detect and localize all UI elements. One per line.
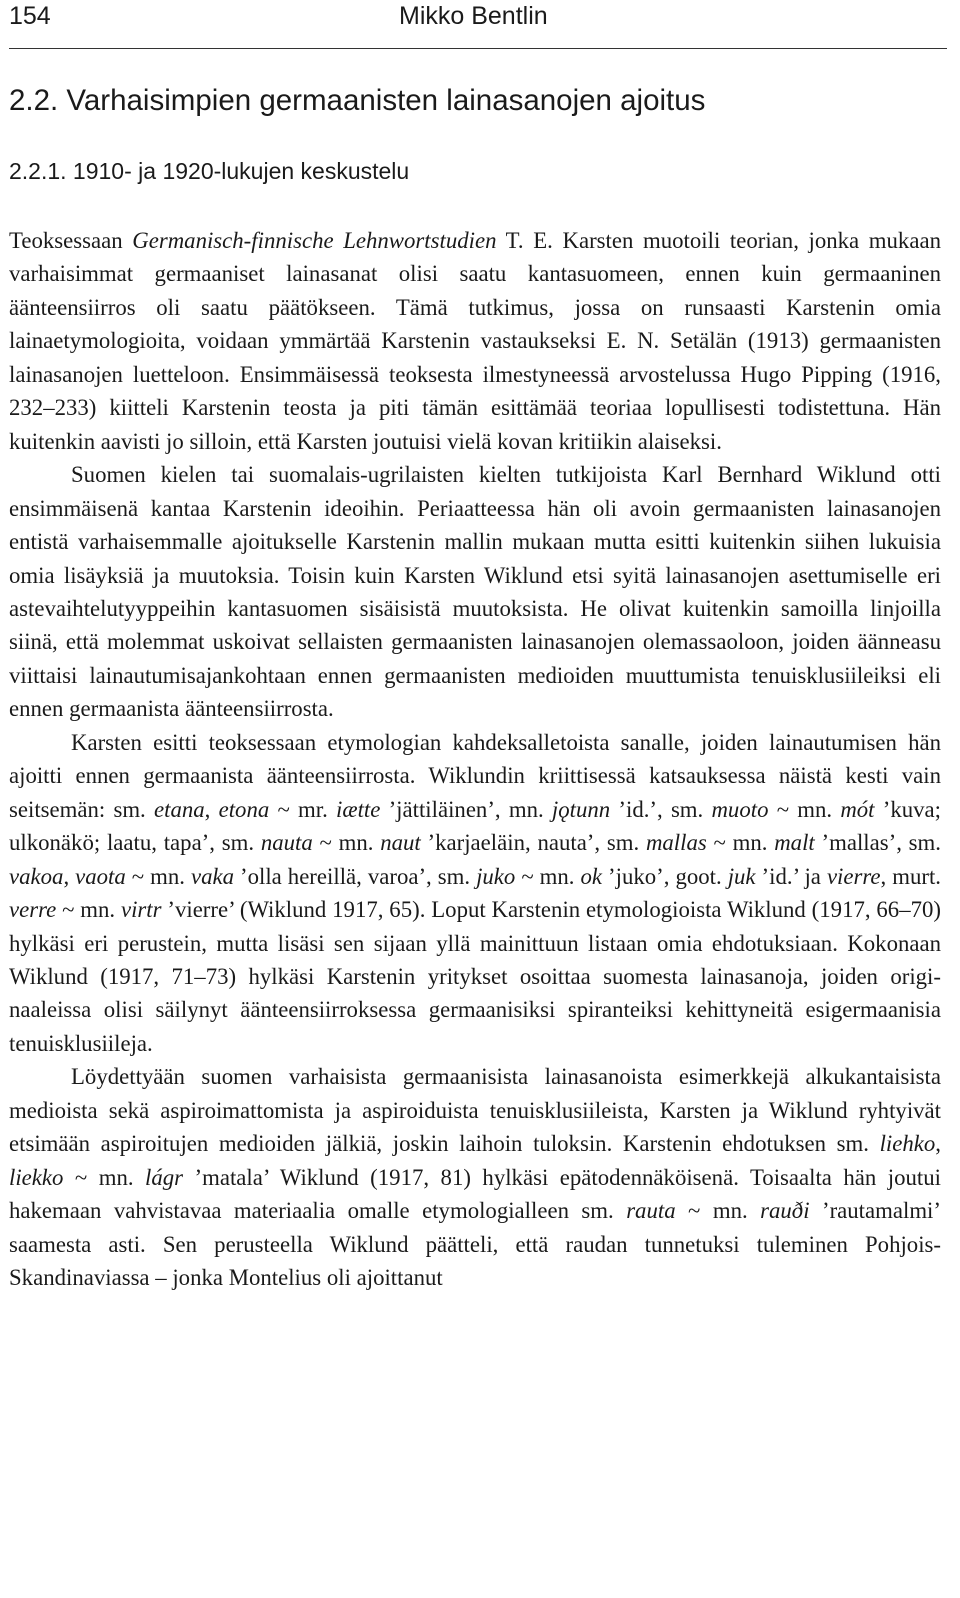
italic-term: mót	[840, 796, 875, 822]
text-run: ,	[63, 863, 76, 889]
text-run: ~ mn.	[312, 830, 381, 856]
text-run: ’matala’ Wiklund (1917, 81) hylkäsi epätodennäköisenä. Toisaalta hän joutui hakemaan vahvistavaa materiaalia omalle etymologialleen sm.	[9, 1164, 941, 1224]
text-run: ’mallas’, sm.	[814, 830, 941, 856]
paragraph	[9, 1060, 941, 1294]
text-run: ’id.’, sm.	[610, 796, 712, 822]
italic-term: lágr	[145, 1164, 184, 1190]
text-run: ~ mn.	[706, 830, 775, 856]
italic-term: vakoa	[9, 863, 64, 889]
italic-term: etana	[154, 796, 205, 822]
text-run: ’jättiläinen’, mn.	[380, 796, 552, 822]
italic-term: verre	[9, 897, 57, 923]
subsection-title: 2.2.1. 1910- ja 1920-lukujen keskustelu	[9, 158, 410, 184]
italic-term: liekko	[9, 1164, 64, 1190]
text-run: ~ mr.	[269, 796, 337, 822]
italic-term: vaka	[190, 863, 235, 889]
paragraph	[9, 224, 941, 458]
text-run: ’juko’, goot.	[602, 863, 728, 889]
italic-term: juko	[476, 863, 516, 889]
text-run: Suomen kielen tai suomalais-ugrilaisten kielten tutkijoista Karl Bernhard Wiklund otti ensimmäisenä kantaa Karstenin ideoihin. Periaatteessa hän oli avoin germaanisten lainasanojen entistä varhaisemmalle ajoitukselle Karstenin mallin mukaan mutta esitti kuitenkin siihen lukuisia omia lisäyksiä ja muutoksia. Toisin kuin Karsten Wiklund etsi syitä lainasanojen asettumiselle eri astevaihtelutyyppeihin kantasuomen sisäisistä muutoksista. He olivat kuitenkin samoilla linjoilla siinä, että molemmat uskoivat sellaisten germaanisten lainasanojen olemassaoloon, joiden äänneasu viittaisi lainautumisajankohtaan ennen germaanisten medioiden muuttumista tenuisklusiileiksi eli ennen germaanista äänteensiirrosta.	[9, 462, 941, 722]
text-run: ~ mn.	[768, 796, 841, 822]
italic-term: iætte	[336, 796, 381, 822]
italic-term: vaota	[75, 863, 126, 889]
text-run: Teoksessaan	[9, 228, 133, 253]
italic-term: Germanisch-finnische Lehnwortstudien	[132, 228, 497, 253]
italic-term: etona	[218, 796, 270, 822]
text-run: ~ mn.	[515, 863, 581, 889]
page-header	[9, 0, 947, 49]
text-run: ~ mn.	[675, 1198, 761, 1224]
italic-term: nauta	[260, 830, 313, 856]
text-run: T. E. Karsten muotoili teorian, jonka mukaan varhaisimmat germaaniset lainasanat olisi saatu kantasuomeen, ennen kuin germaaninen äänteensiirros oli saatu päätökseen. Tämä tutkimus, jossa on runsaasti Karstenin omia lainaetymologioita, voidaan ymmärtää Karstenin vastaukseksi E. N. Setälän (1913) germaanisten lainasanojen luetteloon. Ensimmäisessä teoksesta ilmestyneessä arvostelussa Hugo Pipping (1916, 232–233) kiitteli Karstenin teosta ja piti tämän esittämää teoriaa lopullisesti todistettuna. Hän kuitenkin aavisti jo silloin, että Karsten joutuisi vielä kovan kritiikin alaiseksi.	[9, 228, 941, 454]
italic-term: rauði	[760, 1198, 810, 1224]
text-run: ’kuva; ulkonäkö; laatu, tapa’, sm.	[9, 796, 941, 856]
paragraph	[9, 726, 941, 1061]
text-run: ,	[935, 1131, 941, 1157]
text-run: ’karjaeläin, nauta’, sm.	[420, 830, 646, 856]
italic-term: muoto	[711, 796, 769, 822]
page-number: 154	[9, 2, 51, 30]
text-run: Löydettyään suomen varhaisista germaanisista lainasanoista esimerkkejä alkukantaisista medioista sekä aspiroimattomista ja aspiroiduista tenuisklusiileista, Karsten ja Wiklund ryhtyivät etsimään aspiroitujen medioiden jälkiä, joskin laihoin tuloksin. Karstenin ehdotuksen sm.	[9, 1064, 941, 1157]
text-run: , murt.	[880, 863, 941, 889]
text-run: Karsten esitti teoksessaan etymologian kahdeksalletoista sanalle, joiden lainautumisen hän ajoitti ennen germaanista äänteensiirrosta. Wiklundin kriittisessä katsauksessa näistä kesti vain seitsemän: sm.	[9, 729, 941, 822]
italic-term: virtr	[120, 897, 162, 923]
italic-term: juk	[727, 863, 756, 889]
italic-term: vierre	[826, 863, 881, 889]
text-run: ’vierre’ (Wiklund 1917, 65). Loput Karstenin etymologioista Wiklund (1917, 66–70) hylkäsi eri perustein, mutta lisäsi sen sijaan yllä mainittuun listaan omia ehdotuksiaan. Kokonaan Wiklund (1917, 71–73) hylkäsi Karstenin yritykset osoittaa suomesta lainasanoja, joiden originaaleissa olisi säilynyt äänteensiirroksessa germaanisiksi spiranteiksi kehittyneitä esigermaanisia tenuisklusiileja.	[9, 897, 941, 1056]
italic-term: malt	[774, 830, 815, 856]
text-run: ’id.’ ja	[755, 863, 827, 889]
text-run: ~ mn.	[125, 863, 191, 889]
italic-term: naut	[380, 830, 421, 856]
italic-term: ok	[580, 863, 603, 889]
section-title: 2.2. Varhaisimpien germaanisten lainasanojen ajoitus	[9, 84, 706, 117]
body-text	[9, 224, 941, 1295]
italic-term: jǫtunn	[551, 796, 611, 822]
text-run: ~ mn.	[63, 1164, 146, 1190]
paragraph	[9, 458, 941, 726]
italic-term: rauta	[626, 1198, 676, 1224]
running-head: Mikko Bentlin	[399, 2, 548, 30]
text-run: ’olla hereillä, varoa’, sm.	[234, 863, 477, 889]
italic-term: liehko	[879, 1131, 936, 1157]
text-run: ’rautamalmi’ saamesta asti. Sen perusteella Wiklund päätteli, että raudan tunnetuksi tuleminen Pohjois-Skandinaviassa – jonka Montelius oli ajoittanut	[9, 1198, 941, 1291]
text-run: ~ mn.	[56, 897, 121, 923]
italic-term: mallas	[645, 830, 707, 856]
text-run: ,	[204, 796, 219, 822]
